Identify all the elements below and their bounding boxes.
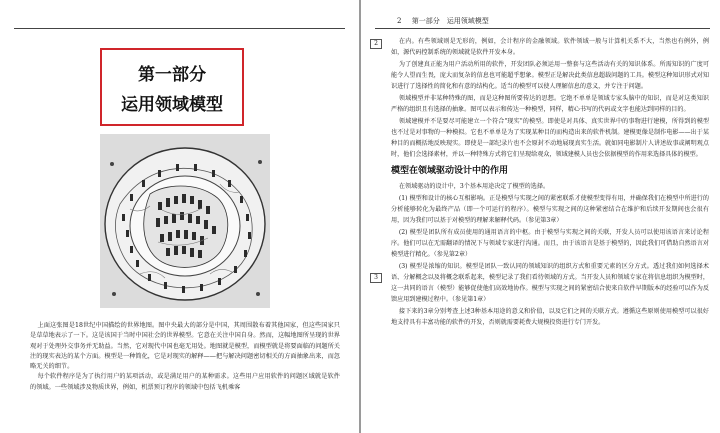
body-paragraph: 在领域驱动的设计中，3个基本用途决定了模型的选择。 xyxy=(398,183,550,190)
running-head-title: 第一部分 运用领域模型 xyxy=(411,17,489,25)
body-paragraph: 领域建模并不是要尽可能建立一个符合"现实"的模型。即使是对具体、真实世界中的事物进行建模，所得到的模型也不过是对事物的一种模拟。它也不单单是为了实现某种目的而构造出来的软件机制。建模更像是制作电影——出于某种目的而概括地反映现实。即使是一部纪录片也不会原封不动地展现真实生活。就如同电影制片人讲述故事或阐明观点时，他们会选择素材，并以一种特殊方式将它们呈现给观众，领域建模人员也会依据模型的作用来选择具体的模型。 xyxy=(391,118,709,158)
part-title: 第一部分 xyxy=(138,65,206,85)
body-paragraph: 为了创建真正能为用户活动所用的软件，开发团队必须运用一整套与这些活动有关的知识体系。所需知识的广度可能令人望而生畏，庞大而复杂的信息也可能超乎想象。模型正是解决此类信息超载问题的工具。模型这种知识形式对知识进行了选择性的简化和有意的结构化。适当的模型可以使人理解信息的意义，并专注于问题。 xyxy=(391,61,709,90)
body-paragraph: 接下来的3章分别考查上述3种基本用途的意义和价值，以及它们之间的关联方式。遵循这些原则使用模型可以很好地支持具有丰富功能的软件的开发，否则就需要耗费大规模投资进行专门开发。 xyxy=(391,308,709,326)
right-page xyxy=(361,0,720,433)
part-title-box xyxy=(100,48,244,126)
body-paragraph: (3) 模型是浓缩的知识。模型是团队一致认同的领域知识的组织方式和重要元素的区分方式。透过我们如何选择术语、分解概念以及将概念联系起来，模型记录了我们看待领域的方式。当开发人员和领域专家在将信息组织为模型时，这一共同的语言（模型）能够促使他们高效地协作。模型与实现之间的紧密结合使来自软件早期版本的经验可以作为反馈应用到建模过程中。（参见第1章） xyxy=(391,263,709,303)
left-page xyxy=(0,0,359,433)
page-number: 2 xyxy=(397,17,402,25)
caption-paragraph: 上面这张图是18世纪中国描绘的世界地图。图中央最大的部分是中国，其周围散布着其他国家，但这些国家只是草草地表示了一下。这是该国于当时中国社会的世界模型。它意在关注中国自身。然而，这幅地图所呈现的世界观对于处理外交事务并无助益。当然，它对现代中国也毫无用处。地图就是模型，而模型就是将要面临的问题所关注的现实表达的某个方面。模型是一种简化，它是对现实的解释——把与解决问题密切相关的方面抽象出来，而忽略无关的细节。 xyxy=(30,322,340,371)
body-paragraph: (2) 模型是团队所有成员使用的通用语言的中枢。由于模型与实现之间的关联，开发人员可以使用该语言来讨论程序。他们可以在无需翻译的情况下与领域专家进行沟通。而且，由于该语言是基于模型的，因此我们可借助自然语言对模型进行精化。（参见第2章） xyxy=(391,229,709,258)
section-heading: 模型在领域驱动设计中的作用 xyxy=(391,166,509,176)
page-marker: 2 xyxy=(370,39,382,49)
part-subtitle: 运用领域模型 xyxy=(121,95,223,115)
body-paragraph: 在内。有些领域则是无形的，例如，会计程序的金融领域。软件领域一般与计算机关系不大，当然也有例外，例如，源代码控制系统的领域就是软件开发本身。 xyxy=(391,38,709,56)
map-caption xyxy=(30,321,340,393)
right-header-rule xyxy=(375,28,710,29)
left-header-rule xyxy=(14,28,345,29)
body-paragraph: 领域模型并非某种特殊的图，而是这种图所要传达的思想。它绝不单单是领域专家头脑中的知识，而是对这类知识严格的组织且有选择的抽象。图可以表示和传达一种模型，同样，精心书写的代码或文字也能达到同样的目的。 xyxy=(391,95,709,113)
running-header xyxy=(397,16,489,26)
body-paragraph: (1) 模型和设计的核心互相影响。正是模型与实现之间的紧密联系才使模型变得有用，并确保我们在模型中所进行的分析能够转化为最终产品（即一个可运行的程序）。模型与实现之间的这种紧密结合在维护和后续开发期间也会很有用，因为我们可以基于对模型的理解来解释代码。（参见第3章） xyxy=(391,195,709,224)
body-text xyxy=(391,36,709,329)
chinese-world-map-illustration xyxy=(100,134,270,308)
caption-paragraph: 每个软件程序是为了执行用户的某项活动，或是满足用户的某种需求。这些用户应用软件的问题区域就是软件的领域。一些领域涉及物质世界，例如，机票预订程序的领域中包括飞机乘客 xyxy=(30,373,340,391)
page-marker: 3 xyxy=(370,273,382,283)
